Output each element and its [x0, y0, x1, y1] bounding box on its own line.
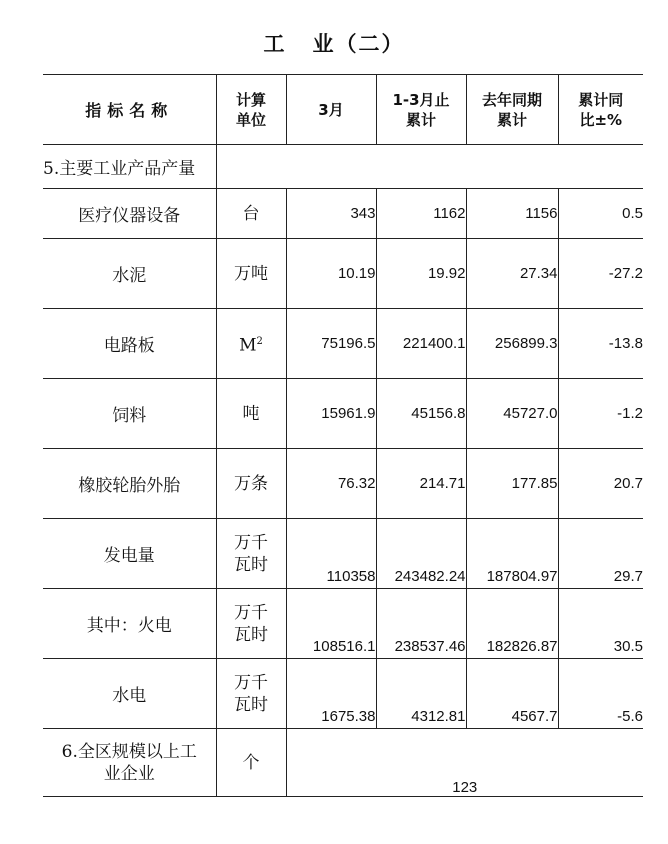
section-5-empty	[216, 145, 643, 189]
row-cumulative: 243482.24	[376, 519, 466, 589]
row-yoy: -27.2	[558, 239, 643, 309]
row-month: 1675.38	[286, 659, 376, 729]
row-cumulative: 214.71	[376, 449, 466, 519]
header-indicator-name: 指标名称	[85, 101, 174, 120]
table-row	[43, 189, 643, 239]
row-yoy: -13.8	[558, 309, 643, 379]
row-yoy: 29.7	[558, 519, 643, 589]
row-yoy: -1.2	[558, 379, 643, 449]
row-name: 发电量	[103, 546, 155, 566]
row-unit: 台	[216, 189, 286, 239]
row-month: 10.19	[286, 239, 376, 309]
section-row-5	[43, 145, 643, 189]
row-cumulative: 19.92	[376, 239, 466, 309]
row-unit: 万千 瓦时	[216, 519, 286, 589]
row-month: 76.32	[286, 449, 376, 519]
row-month: 343	[286, 189, 376, 239]
row-name: 水泥	[112, 266, 147, 286]
row-prev: 4567.7	[466, 659, 558, 729]
row-month: 75196.5	[286, 309, 376, 379]
section-6-value: 123	[286, 729, 643, 797]
row-name: 饲料	[112, 406, 147, 426]
row-yoy: -5.6	[558, 659, 643, 729]
row-month: 15961.9	[286, 379, 376, 449]
row-unit: 万千 瓦时	[216, 589, 286, 659]
table-row	[43, 449, 643, 519]
row-unit: 万条	[216, 449, 286, 519]
title-left: 工	[263, 32, 287, 56]
table-row	[43, 589, 643, 659]
table-row	[43, 239, 643, 309]
row-unit: 吨	[216, 379, 286, 449]
section-6-label: 6.全区规模以上工 业企业	[61, 741, 197, 784]
table-row	[43, 379, 643, 449]
row-cumulative: 45156.8	[376, 379, 466, 449]
page-title	[0, 28, 668, 58]
row-month: 108516.1	[286, 589, 376, 659]
row-cumulative: 221400.1	[376, 309, 466, 379]
row-cumulative: 4312.81	[376, 659, 466, 729]
row-prev: 27.34	[466, 239, 558, 309]
row-prev: 256899.3	[466, 309, 558, 379]
row-yoy: 30.5	[558, 589, 643, 659]
row-yoy: 20.7	[558, 449, 643, 519]
row-name: 电路板	[103, 336, 155, 356]
row-name: 水电	[112, 686, 147, 706]
industry-table	[43, 74, 643, 797]
row-unit: 万吨	[216, 239, 286, 309]
header-prev-year: 去年同期 累计	[466, 75, 558, 145]
section-5-label: 5.主要工业产品产量	[43, 159, 196, 179]
row-yoy: 0.5	[558, 189, 643, 239]
header-cumulative: 1-3月止 累计	[376, 75, 466, 145]
section-row-6	[43, 729, 643, 797]
row-prev: 45727.0	[466, 379, 558, 449]
section-6-unit: 个	[216, 729, 286, 797]
row-month: 110358	[286, 519, 376, 589]
header-month: 3月	[286, 75, 376, 145]
table-row	[43, 519, 643, 589]
row-prev: 177.85	[466, 449, 558, 519]
row-prev: 1156	[466, 189, 558, 239]
row-prev: 187804.97	[466, 519, 558, 589]
row-cumulative: 1162	[376, 189, 466, 239]
row-unit: $M^2$	[216, 309, 286, 379]
row-name: 医疗仪器设备	[78, 206, 181, 226]
row-name: 橡胶轮胎外胎	[78, 476, 181, 496]
header-row	[43, 75, 643, 145]
row-unit: 万千 瓦时	[216, 659, 286, 729]
table-row	[43, 659, 643, 729]
title-right: 业（二）	[312, 32, 405, 56]
table-row	[43, 309, 643, 379]
header-unit: 计算 单位	[216, 75, 286, 145]
row-name: 其中：火电	[86, 616, 172, 636]
row-cumulative: 238537.46	[376, 589, 466, 659]
header-yoy: 累计同 比±%	[558, 75, 643, 145]
row-prev: 182826.87	[466, 589, 558, 659]
